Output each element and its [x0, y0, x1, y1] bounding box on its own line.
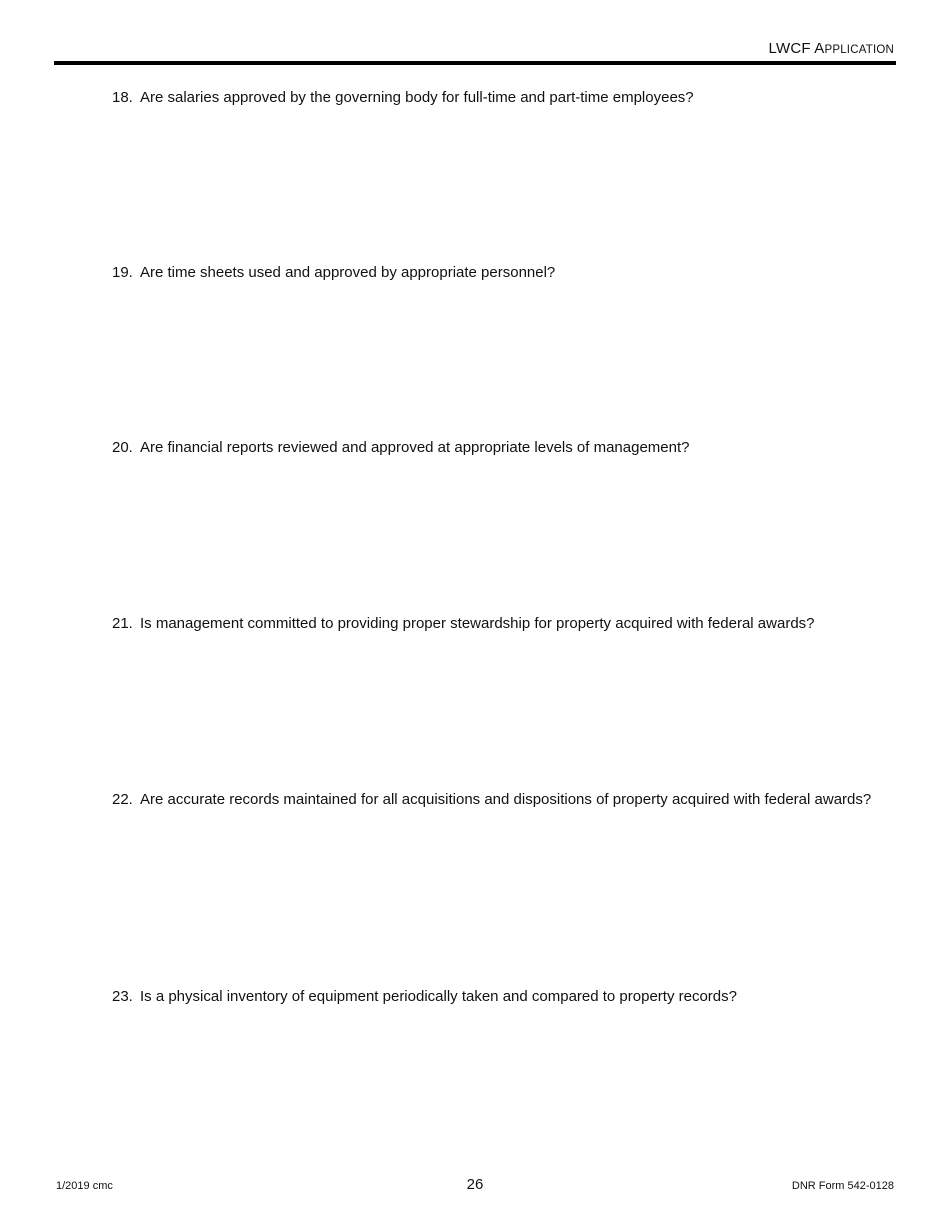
question-23 [112, 986, 872, 1007]
question-number: 21. [112, 615, 133, 632]
question-18 [112, 87, 872, 108]
question-text: Are time sheets used and approved by appropriate personnel? [140, 264, 556, 281]
footer-form-number: DNR Form 542-0128 [791, 1180, 894, 1192]
header-title [769, 40, 894, 57]
header-title-smallcaps: PPLICATION [824, 44, 894, 56]
footer-revision-date: 1/2019 cmc [56, 1180, 113, 1192]
question-text: Are accurate records maintained for all acquisitions and dispositions of property acquired with federal awards? [140, 791, 872, 808]
question-text: Is a physical inventory of equipment periodically taken and compared to property records? [140, 988, 737, 1005]
question-20 [112, 437, 872, 458]
question-19 [112, 262, 872, 283]
question-21 [112, 613, 872, 634]
header-rule [54, 61, 896, 65]
question-text: Are financial reports reviewed and approved at appropriate levels of management? [140, 439, 690, 456]
question-number: 19. [112, 264, 133, 281]
question-text: Are salaries approved by the governing body for full-time and part-time employees? [140, 89, 694, 106]
question-number: 18. [112, 89, 133, 106]
header-title-main: LWCF A [768, 40, 825, 57]
question-number: 23. [112, 988, 133, 1005]
question-text: Is management committed to providing proper stewardship for property acquired with federal awards? [140, 615, 815, 632]
page-number: 26 [466, 1176, 484, 1193]
question-22 [112, 789, 872, 810]
question-number: 20. [112, 439, 133, 456]
question-number: 22. [112, 791, 133, 808]
